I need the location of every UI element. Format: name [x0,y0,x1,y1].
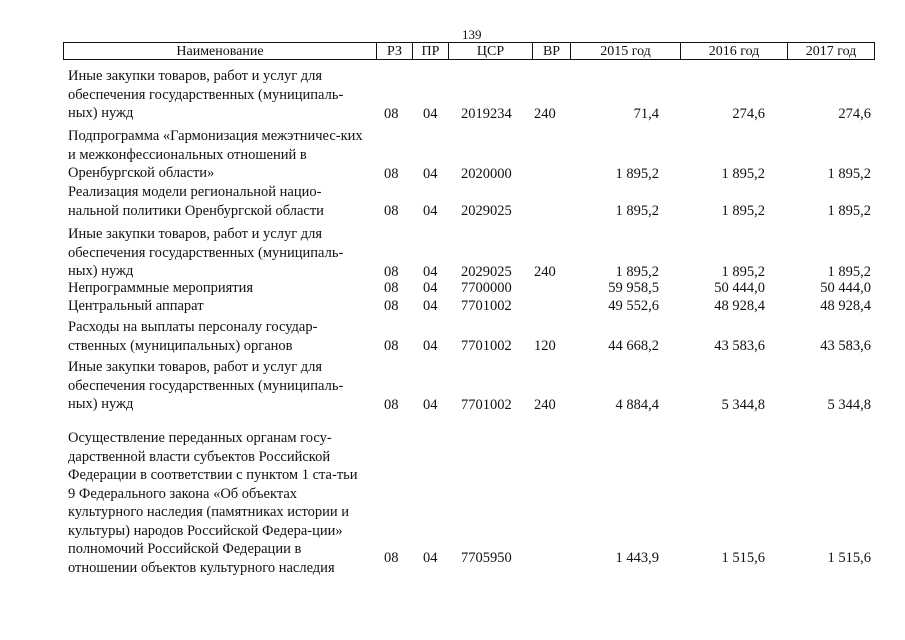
row-name: Подпрограмма «Гармонизация межэтничес-ких и межконфессиональных отношений в Оренбургской области» [68,128,363,181]
cell-y2016: 274,6 [732,105,765,122]
cell-y2017: 50 444,0 [820,279,871,296]
cell-y2016: 1 895,2 [721,165,765,182]
cell-y2015: 1 895,2 [615,202,659,219]
header-2017: 2017 год [805,44,857,59]
cell-vr: 240 [534,263,556,280]
cell-pr: 04 [423,297,438,314]
cell-y2016: 1 895,2 [721,202,765,219]
header-vr: ВР [533,43,571,59]
cell-csr: 2020000 [461,165,512,182]
row-name: Расходы на выплаты персоналу государ-ственных (муниципальных) органов [68,319,318,354]
cell-y2016: 50 444,0 [714,279,765,296]
cell-csr: 7705950 [461,549,512,566]
row-name: Центральный аппарат [68,298,204,314]
cell-y2016: 5 344,8 [721,396,765,413]
cell-y2016: 1 895,2 [721,263,765,280]
header-rz: РЗ [377,43,413,59]
cell-y2015: 1 443,9 [615,549,659,566]
cell-y2016: 1 515,6 [721,549,765,566]
cell-vr: 240 [534,105,556,122]
cell-rz: 08 [384,396,399,413]
header-csr: ЦСР [449,43,533,59]
cell-y2017: 1 895,2 [827,202,871,219]
table-row [68,358,875,414]
cell-y2015: 49 552,6 [608,297,659,314]
cell-rz: 08 [384,297,399,314]
cell-rz: 08 [384,202,399,219]
cell-csr: 2019234 [461,105,512,122]
header-name: Наименование [64,43,377,59]
table-header [63,42,875,60]
cell-y2017: 48 928,4 [820,297,871,314]
cell-csr: 7701002 [461,396,512,413]
cell-y2017: 43 583,6 [820,337,871,354]
row-name: Иные закупки товаров, работ и услуг для обеспечения государственных (муниципаль-ных) нужд [68,226,344,279]
cell-csr: 7701002 [461,297,512,314]
cell-pr: 04 [423,396,438,413]
cell-csr: 7701002 [461,337,512,354]
cell-y2015: 4 884,4 [615,396,659,413]
table-row [68,318,875,355]
table-row [68,429,875,576]
table-row [68,127,875,183]
cell-pr: 04 [423,549,438,566]
cell-pr: 04 [423,165,438,182]
cell-csr: 2029025 [461,263,512,280]
cell-y2015: 1 895,2 [615,263,659,280]
row-name: Иные закупки товаров, работ и услуг для обеспечения государственных (муниципаль-ных) нужд [68,359,344,412]
cell-y2017: 274,6 [838,105,871,122]
cell-pr: 04 [423,263,438,280]
row-name: Иные закупки товаров, работ и услуг для обеспечения государственных (муниципаль-ных) нужд [68,68,344,121]
header-2015: 2015 год [571,43,681,59]
table-row [68,279,875,297]
cell-rz: 08 [384,549,399,566]
cell-vr: 120 [534,337,556,354]
row-name: Реализация модели региональной нацио-нальной политики Оренбургской области [68,184,324,219]
cell-y2017: 5 344,8 [827,396,871,413]
cell-pr: 04 [423,337,438,354]
cell-y2016: 48 928,4 [714,297,765,314]
cell-rz: 08 [384,337,399,354]
cell-y2015: 71,4 [633,105,659,122]
table-row [68,67,875,123]
row-name: Непрограммные мероприятия [68,280,254,296]
header-pr: ПР [413,43,449,59]
header-2016: 2016 год [681,43,788,59]
cell-y2016: 43 583,6 [714,337,765,354]
cell-rz: 08 [384,279,399,296]
cell-csr: 2029025 [461,202,512,219]
table-row [68,183,875,220]
cell-y2015: 1 895,2 [615,165,659,182]
cell-pr: 04 [423,279,438,296]
cell-rz: 08 [384,105,399,122]
cell-rz: 08 [384,263,399,280]
cell-y2017: 1 895,2 [827,165,871,182]
cell-rz: 08 [384,165,399,182]
cell-csr: 7700000 [461,279,512,296]
cell-pr: 04 [423,105,438,122]
table-row [68,225,875,281]
table-row [68,297,875,315]
cell-pr: 04 [423,202,438,219]
cell-y2015: 59 958,5 [608,279,659,296]
row-name: Осуществление переданных органам госу-дарственной власти субъектов Российской Федерации в соответствии с пунктом 1 ста-тьи 9 Федерального закона «Об объектах культурного наследия (памятниках истории и культуры) народов Российской Федера-ции» полномочий Российской Федерации в отношении объектов культурного наследия [68,430,358,576]
cell-y2017: 1 895,2 [827,263,871,280]
cell-y2015: 44 668,2 [608,337,659,354]
cell-vr: 240 [534,396,556,413]
cell-y2017: 1 515,6 [827,549,871,566]
page-number: 139 [462,27,482,42]
